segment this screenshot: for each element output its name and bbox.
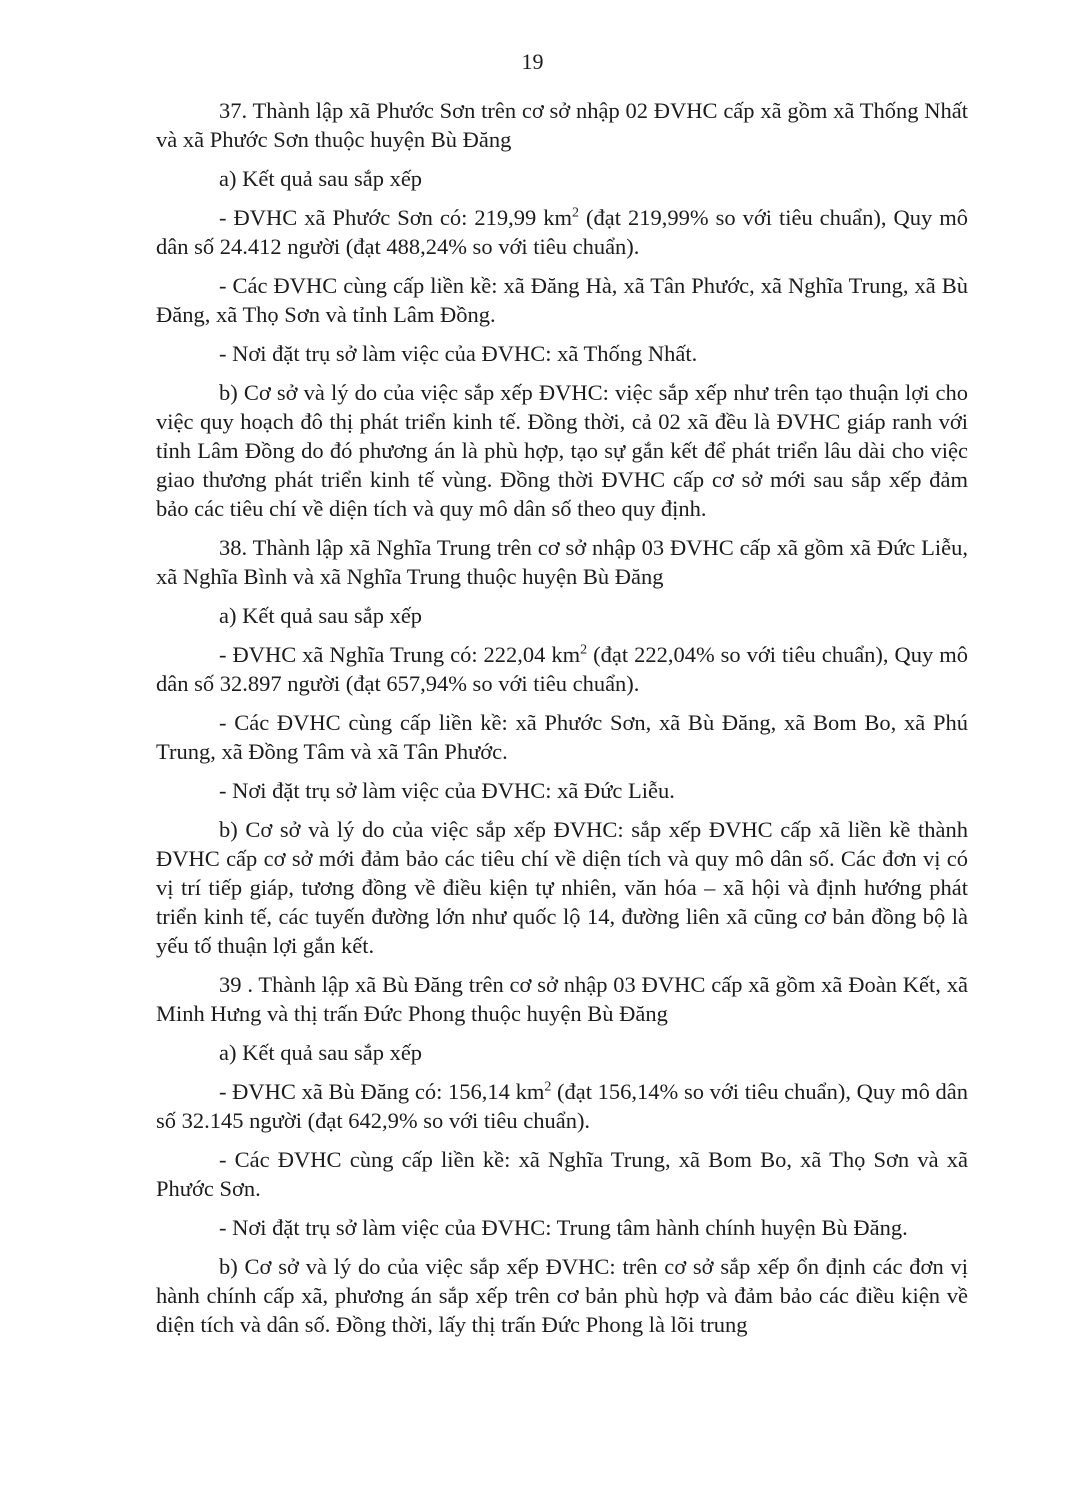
result-label: a) Kết quả sau sắp xếp [219, 1040, 423, 1065]
population-text: (đạt 219,99% so với tiêu chuẩn), Quy mô dân số 24.412 người (đạt 488,24% so với tiêu chuẩn). [156, 205, 968, 259]
result-label: a) Kết quả sau sắp xếp [219, 166, 423, 191]
section-39 [156, 970, 968, 1339]
reason-paragraph: b) Cơ sở và lý do của việc sắp xếp ĐVHC: việc sắp xếp như trên tạo thuận lợi cho việc quy hoạch đô thị phát triển kinh tế. Đồng thời, cả 02 xã đều là ĐVHC giáp ranh với tỉnh Lâm Đồng do đó phương án là phù hợp, tạo sự gắn kết để phát triển lâu dài cho việc giao thương phát triển kinh tế vùng. Đồng thời ĐVHC cấp cơ sở mới sau sắp xếp đảm bảo các tiêu chí về diện tích và quy mô dân số theo quy định. [156, 380, 968, 521]
adjacent-units: - Các ĐVHC cùng cấp liền kề: xã Đăng Hà, xã Tân Phước, xã Nghĩa Trung, xã Bù Đăng, xã Thọ Sơn và tỉnh Lâm Đồng. [156, 273, 968, 327]
section-38 [156, 533, 968, 960]
reason-paragraph: b) Cơ sở và lý do của việc sắp xếp ĐVHC: trên cơ sở sắp xếp ổn định các đơn vị hành chính cấp xã, phương án sắp xếp trên cơ bản phù hợp và đảm bảo các điều kiện về diện tích và dân số. Đồng thời, lấy thị trấn Đức Phong là lõi trung [156, 1254, 968, 1337]
section-heading: 39 . Thành lập xã Bù Đăng trên cơ sở nhập 03 ĐVHC cấp xã gồm xã Đoàn Kết, xã Minh Hưng và thị trấn Đức Phong thuộc huyện Bù Đăng [156, 972, 968, 1026]
area-text: - ĐVHC xã Bù Đăng có: 156,14 km [219, 1079, 545, 1104]
section-heading: 38. Thành lập xã Nghĩa Trung trên cơ sở nhập 03 ĐVHC cấp xã gồm xã Đức Liễu, xã Nghĩa Bình và xã Nghĩa Trung thuộc huyện Bù Đăng [156, 535, 968, 589]
area-unit-superscript: 2 [544, 1079, 552, 1095]
office-location: - Nơi đặt trụ sở làm việc của ĐVHC: xã Đức Liễu. [219, 778, 675, 803]
area-population-line [156, 1077, 968, 1135]
reason-paragraph: b) Cơ sở và lý do của việc sắp xếp ĐVHC: sắp xếp ĐVHC cấp xã liền kề thành ĐVHC cấp cơ sở mới đảm bảo các tiêu chí về diện tích và quy mô dân số. Các đơn vị có vị trí tiếp giáp, tương đồng về điều kiện tự nhiên, văn hóa – xã hội và định hướng phát triển kinh tế, các tuyến đường lớn như quốc lộ 14, đường liên xã cũng cơ bản đồng bộ là yếu tố thuận lợi gắn kết. [156, 817, 968, 958]
population-text: (đạt 156,14% so với tiêu chuẩn), Quy mô dân số 32.145 người (đạt 642,9% so với tiêu chuẩn). [156, 1079, 968, 1133]
office-location: - Nơi đặt trụ sở làm việc của ĐVHC: Trung tâm hành chính huyện Bù Đăng. [219, 1215, 908, 1240]
office-location: - Nơi đặt trụ sở làm việc của ĐVHC: xã Thống Nhất. [219, 341, 698, 366]
adjacent-units: - Các ĐVHC cùng cấp liền kề: xã Phước Sơn, xã Bù Đăng, xã Bom Bo, xã Phú Trung, xã Đồng Tâm và xã Tân Phước. [156, 710, 968, 764]
area-unit-superscript: 2 [580, 642, 588, 658]
adjacent-units: - Các ĐVHC cùng cấp liền kề: xã Nghĩa Trung, xã Bom Bo, xã Thọ Sơn và xã Phước Sơn. [156, 1147, 968, 1201]
area-text: - ĐVHC xã Phước Sơn có: 219,99 km [219, 205, 573, 230]
area-population-line [156, 640, 968, 698]
area-population-line [156, 203, 968, 261]
area-unit-superscript: 2 [572, 205, 580, 221]
result-label: a) Kết quả sau sắp xếp [219, 603, 423, 628]
population-text: (đạt 222,04% so với tiêu chuẩn), Quy mô dân số 32.897 người (đạt 657,94% so với tiêu chuẩn). [156, 642, 968, 696]
page-number: 19 [521, 49, 544, 74]
section-heading: 37. Thành lập xã Phước Sơn trên cơ sở nhập 02 ĐVHC cấp xã gồm xã Thống Nhất và xã Phước Sơn thuộc huyện Bù Đăng [156, 98, 968, 152]
area-text: - ĐVHC xã Nghĩa Trung có: 222,04 km [219, 642, 581, 667]
document-body [156, 96, 968, 1349]
section-37 [156, 96, 968, 523]
